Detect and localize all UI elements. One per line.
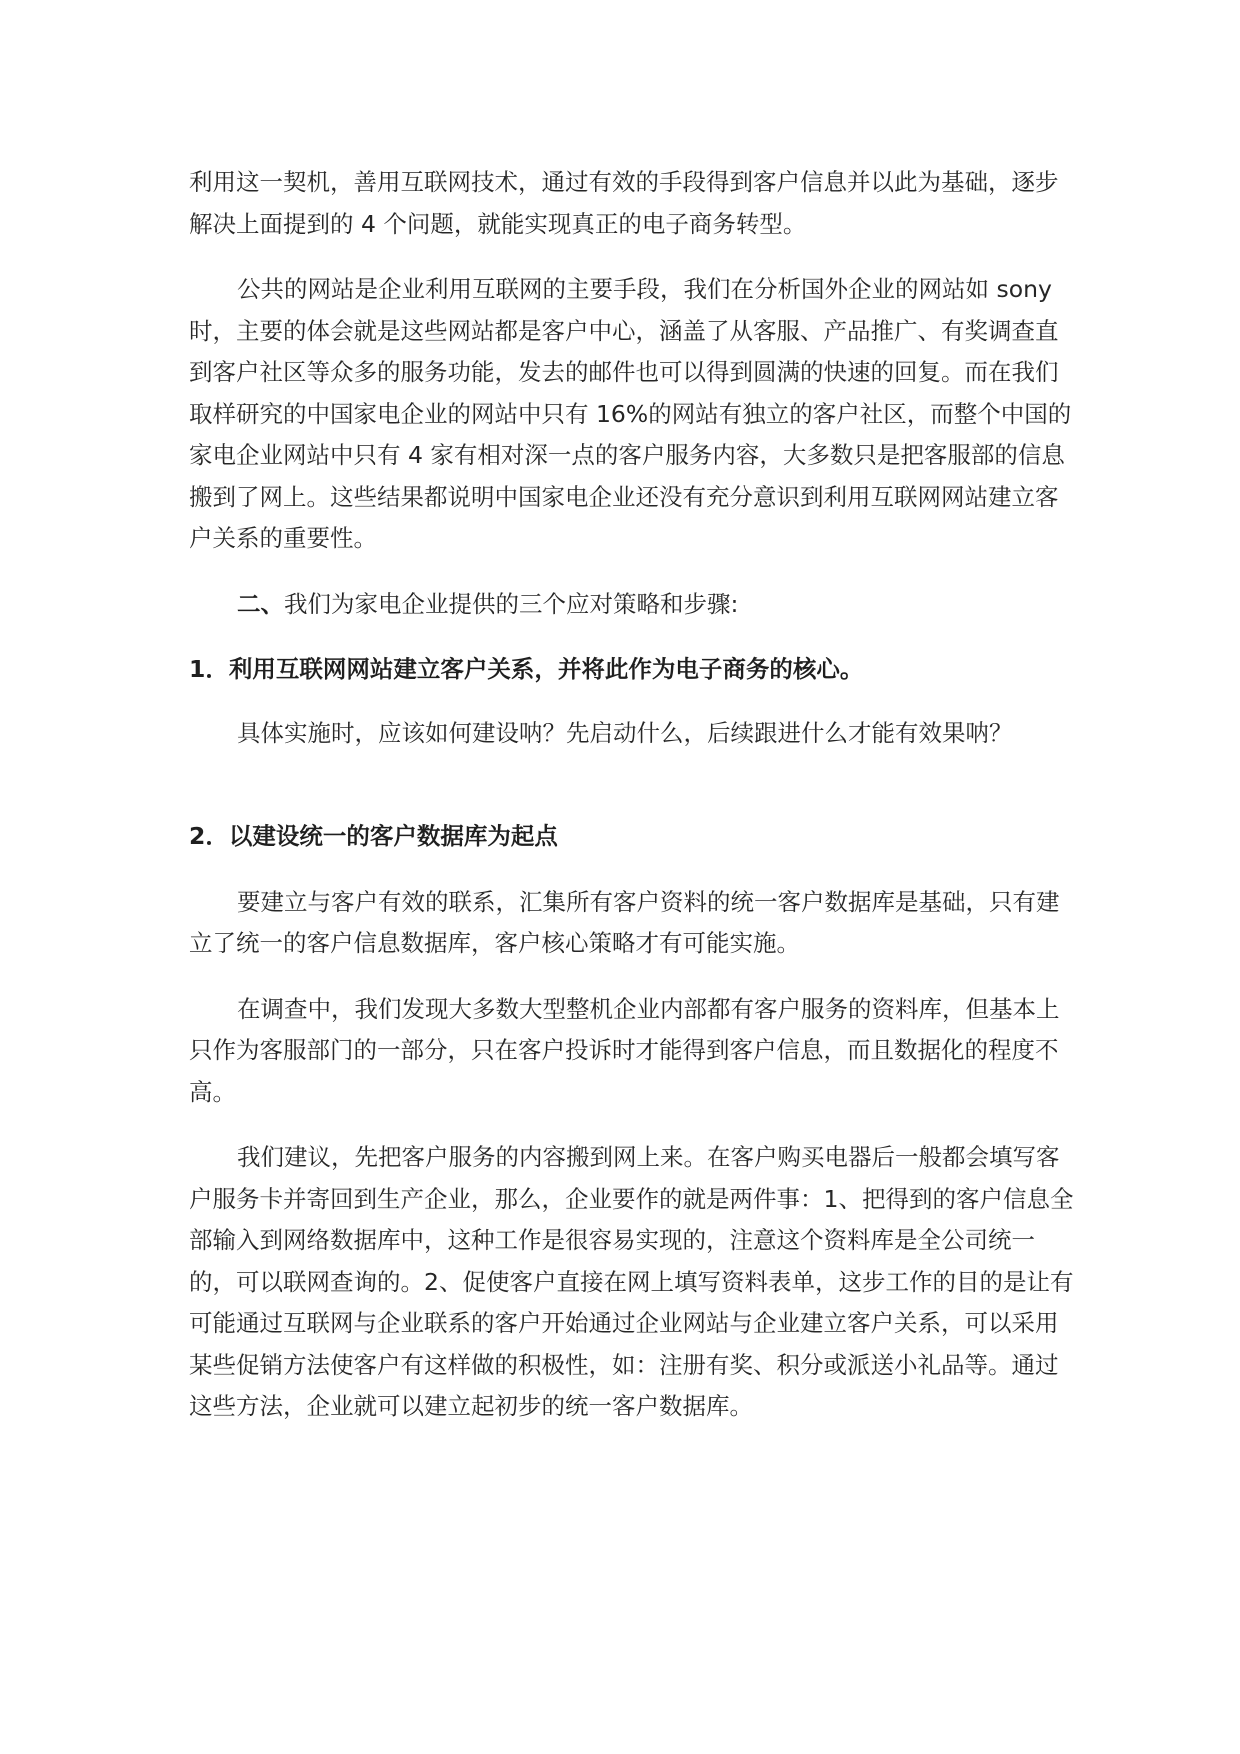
paragraph-survey-findings: 在调查中，我们发现大多数大型整机企业内部都有客户服务的资料库，但基本上只作为客服部门的一部分，只在客户投诉时才能得到客户信息，而且数据化的程度不高。 bbox=[189, 994, 1060, 1106]
paragraph-intro: 利用这一契机，善用互联网技术，通过有效的手段得到客户信息并以此为基础，逐步解决上面提到的 4 个问题，就能实现真正的电子商务转型。 bbox=[189, 168, 1059, 238]
section-number: 二、 bbox=[237, 589, 284, 618]
paragraph-unified-database: 要建立与客户有效的联系，汇集所有客户资料的统一客户数据库是基础，只有建立了统一的客户信息数据库，客户核心策略才有可能实施。 bbox=[189, 887, 1060, 957]
section-heading-strategies bbox=[189, 584, 1079, 626]
paragraph-website-analysis: 公共的网站是企业利用互联网的主要手段，我们在分析国外企业的网站如 sony 时，主要的体会就是这些网站都是客户中心，涵盖了从客服、产品推广、有奖调查直到客户社区等众多的服务功能，发去的邮件也可以得到圆满的快速的回复。而在我们取样研究的中国家电企业的网站中只有 16%的网站有独立的客户社区，而整个中国的家电企业网站中只有 4 家有相对深一点的客户服务内容，大多数只是把客服部的信息搬到了网上。这些结果都说明中国家电企业还没有充分意识到利用互联网网站建立客户关系的重要性。 bbox=[189, 275, 1072, 552]
strategy-heading-2: 2．以建设统一的客户数据库为起点 bbox=[189, 822, 558, 850]
section-title: 我们为家电企业提供的三个应对策略和步骤: bbox=[284, 589, 739, 618]
strategy-heading-1: 1．利用互联网网站建立客户关系，并将此作为电子商务的核心。 bbox=[189, 655, 864, 683]
paragraph-implementation-question: 具体实施时，应该如何建设呐？先启动什么，后续跟进什么才能有效果呐？ bbox=[237, 718, 1013, 747]
paragraph-recommendations: 我们建议，先把客户服务的内容搬到网上来。在客户购买电器后一般都会填写客户服务卡并寄回到生产企业，那么，企业要作的就是两件事：1、把得到的客户信息全部输入到网络数据库中，这种工作是很容易实现的，注意这个资料库是全公司统一的，可以联网查询的。2、促使客户直接在网上填写资料表单，这步工作的目的是让有可能通过互联网与企业联系的客户开始通过企业网站与企业建立客户关系，可以采用某些促销方法使客户有这样做的积极性，如：注册有奖、积分或派送小礼品等。通过这些方法，企业就可以建立起初步的统一客户数据库。 bbox=[189, 1143, 1074, 1420]
document-body bbox=[189, 162, 1079, 1428]
